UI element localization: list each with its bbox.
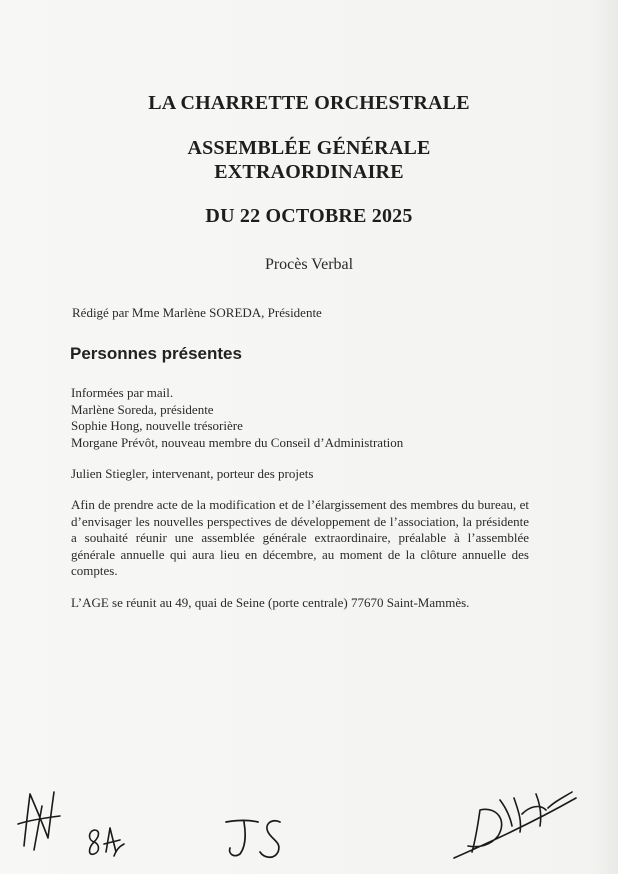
signature-initials-1 [12, 786, 72, 856]
signature-initials-3 [222, 812, 288, 864]
assembly-title-line2: EXTRAORDINAIRE [214, 161, 404, 183]
meeting-date: DU 22 OCTOBRE 2025 [205, 205, 413, 227]
attendee-line: Sophie Hong, nouvelle trésorière [71, 418, 243, 433]
attendees-list [71, 385, 403, 451]
location-paragraph: L’AGE se réunit au 49, quai de Seine (porte centrale) 77670 Saint-Mammès. [71, 595, 470, 610]
attendee-line: Informées par mail. [71, 385, 174, 400]
signature-initials-2 [84, 822, 128, 864]
assembly-title-line1: ASSEMBLÉE GÉNÉRALE [187, 137, 431, 159]
document-type: Procès Verbal [264, 256, 354, 273]
author-line: Rédigé par Mme Marlène SOREDA, Présidente [72, 305, 322, 320]
section-heading: Personnes présentes [70, 344, 242, 363]
speaker-line: Julien Stiegler, intervenant, porteur des projets [71, 466, 314, 481]
purpose-paragraph: Afin de prendre acte de la modification et de l’élargissement des membres du bureau, et d’envisager les nouvelles perspectives de développement de l’association, la présidente a souhaité réunir une assemblée générale extraordinaire, préalable à l’assemblée générale annuelle qui aura lieu en décembre, au moment de la clôture annuelle des comptes. [71, 497, 529, 578]
attendee-line: Marlène Soreda, présidente [71, 401, 214, 417]
association-title: LA CHARRETTE ORCHESTRALE [148, 92, 470, 114]
attendee-line: Morgane Prévôt, nouveau membre du Conseil d’Administration [71, 434, 404, 450]
signature-president [450, 780, 580, 862]
